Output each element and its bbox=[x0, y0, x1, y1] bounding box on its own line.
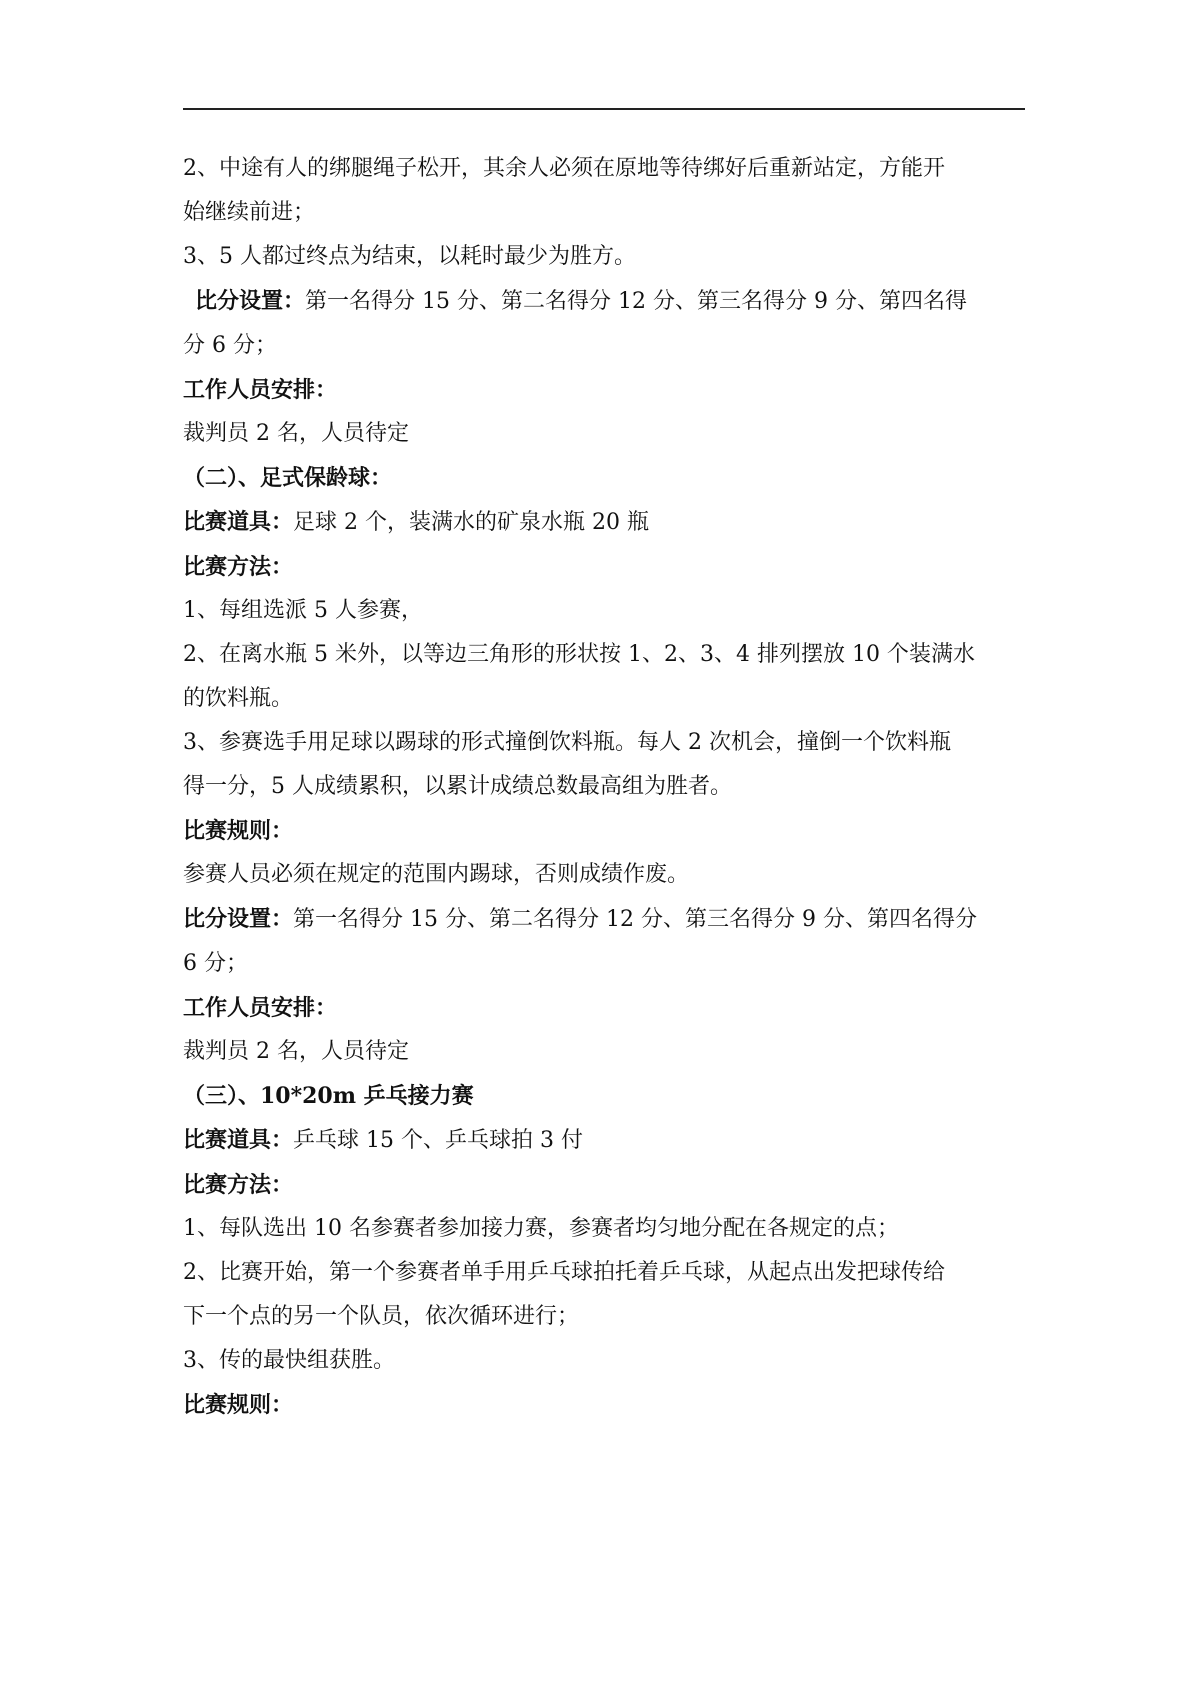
section-heading: 比赛方法： bbox=[183, 554, 294, 580]
section-label: 比赛道具： bbox=[183, 509, 294, 535]
section-text: 第一名得分 15 分、第二名得分 12 分、第三名得分 9 分、第四名得 bbox=[305, 289, 967, 314]
event-heading: （二）、足式保龄球： bbox=[183, 465, 393, 491]
section-text: 乒乓球 15 个、乒乓球拍 3 付 bbox=[293, 1128, 583, 1153]
equipment-line bbox=[183, 1118, 1025, 1163]
section-heading: 工作人员安排： bbox=[183, 995, 338, 1021]
section-text: 足球 2 个，装满水的矿泉水瓶 20 瓶 bbox=[293, 510, 649, 535]
text-line: 参赛人员必须在规定的范围内踢球，否则成绩作废。 bbox=[183, 862, 690, 887]
text-line: 得一分，5 人成绩累积，以累计成绩总数最高组为胜者。 bbox=[183, 774, 732, 799]
score-setting-line bbox=[183, 279, 1025, 324]
section-label: 比分设置： bbox=[195, 288, 306, 314]
document-body bbox=[183, 147, 1025, 1427]
event-heading: （三）、10*20m 乒乓接力赛 bbox=[183, 1083, 474, 1109]
text-line: 3、传的最快组获胜。 bbox=[183, 1348, 395, 1373]
text-line: 的饮料瓶。 bbox=[183, 686, 294, 711]
text-line: 1、每队选出 10 名参赛者参加接力赛，参赛者均匀地分配在各规定的点； bbox=[183, 1216, 899, 1241]
text-line: 始继续前进； bbox=[183, 200, 316, 225]
text-line: 2、在离水瓶 5 米外，以等边三角形的形状按 1、2、3、4 排列摆放 10 个装满水 bbox=[183, 642, 975, 667]
text-line: 3、5 人都过终点为结束，以耗时最少为胜方。 bbox=[183, 244, 636, 269]
score-setting-line bbox=[183, 897, 1025, 942]
text-line: 2、比赛开始，第一个参赛者单手用乒乓球拍托着乒乓球，从起点出发把球传给 bbox=[183, 1260, 945, 1285]
section-heading: 比赛规则： bbox=[183, 818, 294, 844]
section-label: 比分设置： bbox=[183, 906, 294, 932]
section-heading: 工作人员安排： bbox=[183, 377, 338, 403]
text-line: 裁判员 2 名，人员待定 bbox=[183, 1039, 409, 1064]
text-line: 裁判员 2 名，人员待定 bbox=[183, 421, 409, 446]
equipment-line bbox=[183, 500, 1025, 545]
text-line: 分 6 分； bbox=[183, 333, 277, 358]
text-line: 2、中途有人的绑腿绳子松开，其余人必须在原地等待绑好后重新站定，方能开 bbox=[183, 156, 945, 181]
text-line: 1、每组选派 5 人参赛， bbox=[183, 598, 423, 623]
text-line: 6 分； bbox=[183, 951, 248, 976]
text-line: 下一个点的另一个队员，依次循环进行； bbox=[183, 1304, 580, 1329]
header-rule bbox=[183, 108, 1025, 110]
section-heading: 比赛方法： bbox=[183, 1172, 294, 1198]
section-heading: 比赛规则： bbox=[183, 1392, 294, 1418]
section-text: 第一名得分 15 分、第二名得分 12 分、第三名得分 9 分、第四名得分 bbox=[293, 907, 977, 932]
section-label: 比赛道具： bbox=[183, 1127, 294, 1153]
text-line: 3、参赛选手用足球以踢球的形式撞倒饮料瓶。每人 2 次机会，撞倒一个饮料瓶 bbox=[183, 730, 951, 755]
